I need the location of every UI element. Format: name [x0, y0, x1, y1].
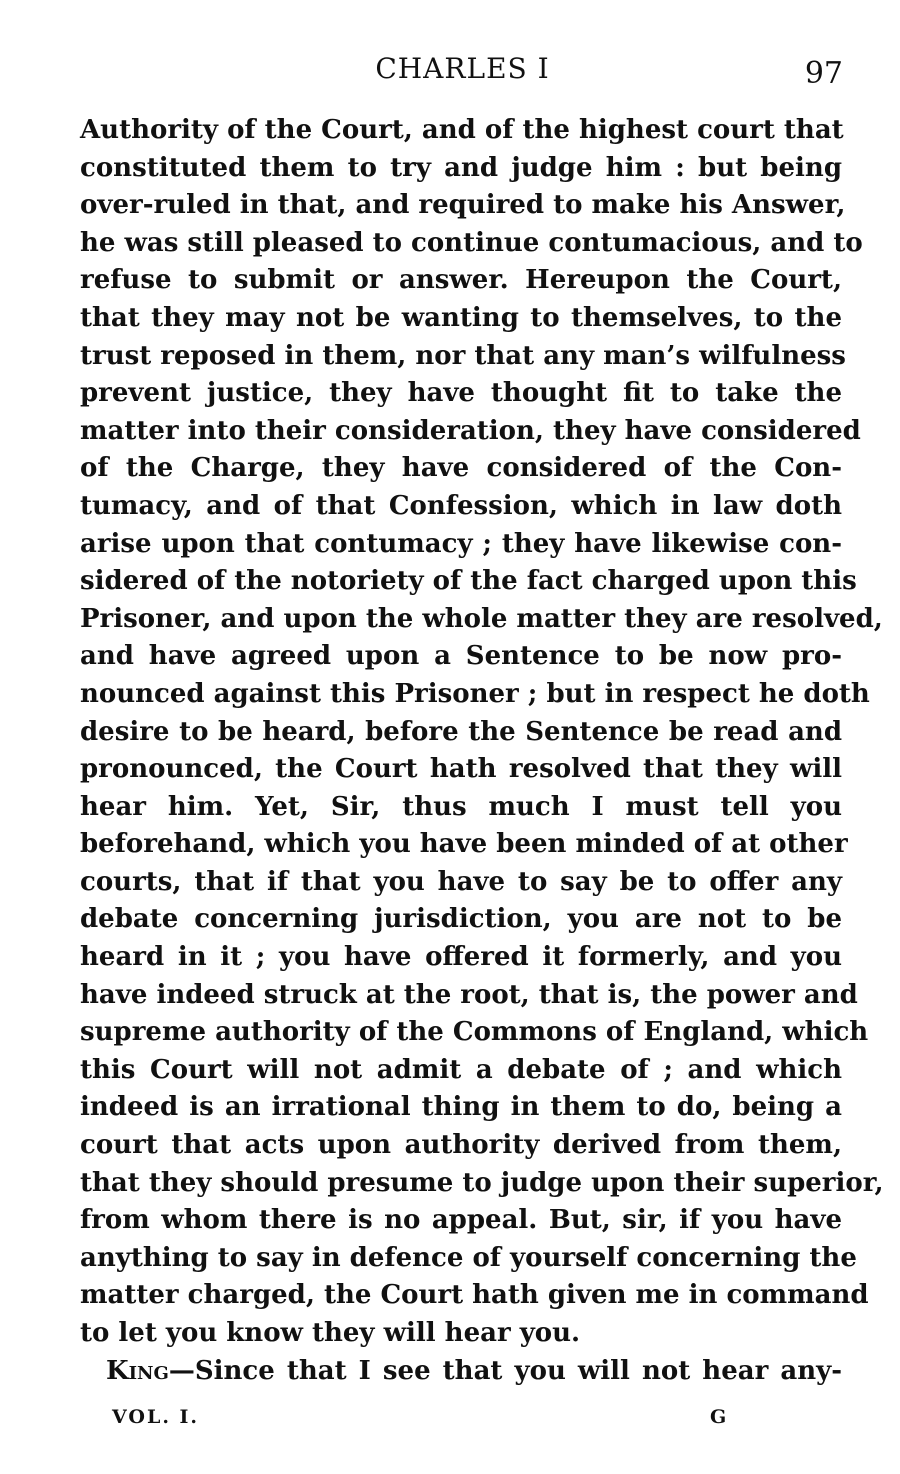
- text-line: beforehand, which you have been minded of at other: [80, 829, 848, 860]
- text-line: that they may not be wanting to themselves, to the: [80, 302, 842, 333]
- text-line: hear him. Yet, Sir, thus much I must tell you: [80, 791, 842, 822]
- text-line: matter into their consideration, they have considered: [80, 415, 861, 446]
- gathering-signature: G: [710, 1406, 727, 1428]
- text-line: matter charged, the Court hath given me in command: [80, 1280, 869, 1311]
- text-line: Prisoner, and upon the whole matter they are resolved,: [80, 603, 883, 634]
- text-line: trust reposed in them, nor that any man’s wilfulness: [80, 340, 846, 371]
- running-head: [80, 52, 845, 96]
- text-line: nounced against this Prisoner ; but in respect he doth: [80, 678, 870, 709]
- text-line: indeed is an irrational thing in them to do, being a: [80, 1092, 842, 1123]
- running-title: CHARLES I: [375, 52, 550, 85]
- page-number: 97: [804, 56, 843, 91]
- text-line: over-ruled in that, and required to make his Answer,: [80, 190, 846, 221]
- text-line: tumacy, and of that Confession, which in law doth: [80, 490, 842, 521]
- text-line: he was still pleased to continue contumacious, and to: [80, 227, 863, 258]
- text-line: sidered of the notoriety of the fact charged upon this: [80, 566, 857, 597]
- text-line: debate concerning jurisdiction, you are not to be: [80, 904, 842, 935]
- text-line: refuse to submit or answer. Hereupon the Court,: [80, 265, 842, 296]
- king-speech-line: [80, 1353, 842, 1391]
- volume-signature: VOL. I.: [112, 1406, 200, 1428]
- text-line: desire to be heard, before the Sentence be read and: [80, 716, 842, 747]
- text-line: this Court will not admit a debate of ; and which: [80, 1054, 842, 1085]
- king-speech-text: —Since that I see that you will not hear any-: [168, 1355, 842, 1386]
- signature-line: [112, 1406, 732, 1436]
- text-line: Authority of the Court, and of the highest court that: [80, 115, 844, 145]
- text-line: anything to say in defence of yourself concerning the: [80, 1242, 857, 1273]
- paragraph-last-line: to let you know they will hear you.: [80, 1318, 581, 1348]
- text-line: supreme authority of the Commons of England, which: [80, 1017, 869, 1048]
- speaker-name: King: [106, 1355, 169, 1386]
- text-line: courts, that if that you have to say be to offer any: [80, 866, 842, 897]
- text-line: constituted them to try and judge him : but being: [80, 152, 842, 183]
- text-line: and have agreed upon a Sentence to be now pro-: [80, 641, 842, 672]
- text-line: prevent justice, they have thought fit to take the: [80, 378, 842, 409]
- text-line: pronounced, the Court hath resolved that they will: [80, 754, 842, 785]
- text-line: court that acts upon authority derived from them,: [80, 1130, 842, 1161]
- text-line: have indeed struck at the root, that is, the power and: [80, 979, 858, 1010]
- text-line: from whom there is no appeal. But, sir, if you have: [80, 1205, 842, 1236]
- text-line: of the Charge, they have considered of the Con-: [80, 453, 842, 484]
- text-line: that they should presume to judge upon their superior,: [80, 1167, 884, 1198]
- text-line: arise upon that contumacy ; they have likewise con-: [80, 528, 842, 559]
- body-text: [80, 112, 884, 1390]
- text-line: heard in it ; you have offered it formerly, and you: [80, 942, 842, 973]
